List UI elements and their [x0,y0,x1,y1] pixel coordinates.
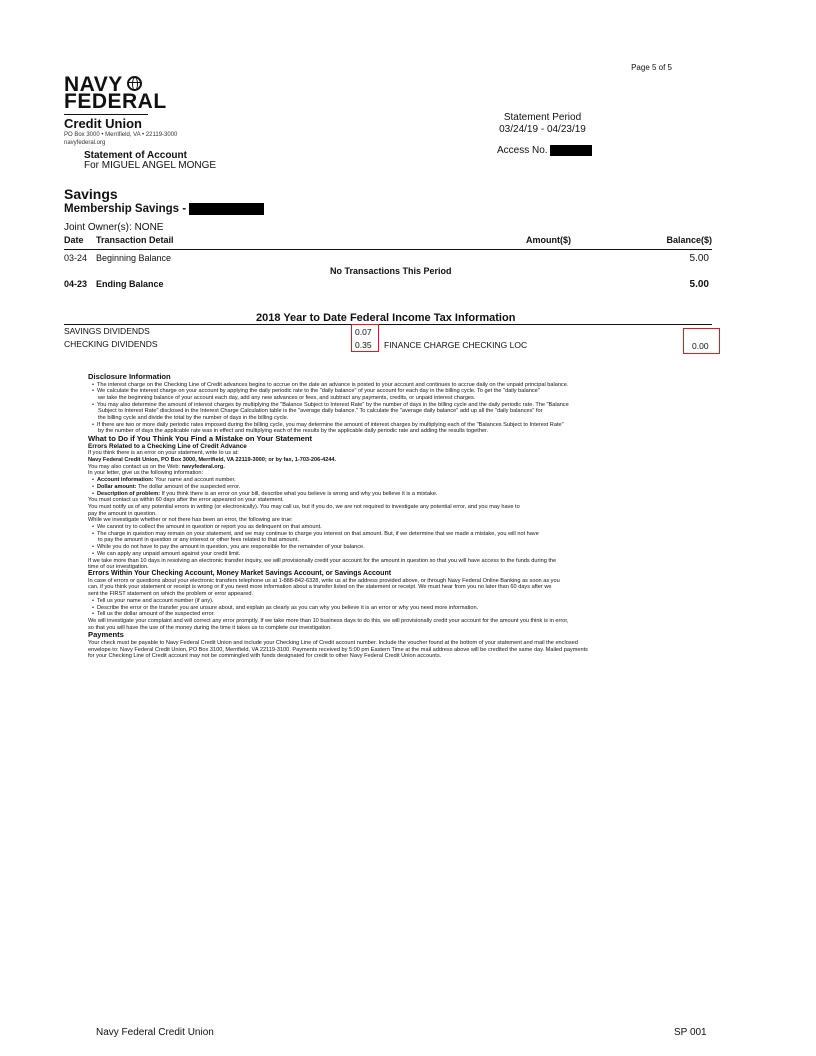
list-item: • We calculate the interest charge on your account by applying the daily periodic rate to the "daily balance" of your account for each day in the billing cycle. To get the "daily balance" [88,388,713,395]
list-item-continued: we take the beginning balance of your account each day, add any new advances or fees, and subtract any payments, credits, or unpaid interest charges. [98,394,476,401]
statement-period-range: 03/24/19 - 04/23/19 [499,124,586,135]
row-detail: Ending Balance [96,279,164,289]
logo-line-federal: FEDERAL [64,90,167,113]
statement-period [490,112,595,136]
statement-of-account-title: Statement of Account [84,150,187,161]
list-item: • Tell us your name and account number (if any). [88,598,713,605]
tax-info-title: 2018 Year to Date Federal Income Tax Information [256,312,516,324]
mistake-subtitle: Errors Related to a Checking Line of Credit Advance [88,442,247,450]
paragraph: envelope to: Navy Federal Credit Union, PO Box 3100, Merrifield, VA 22119-3100. Payments received by 5:00 pm Eastern Time at the mail address above will be credited the same day. Mailed payments [88,646,588,653]
page-indicator: Page 5 of 5 [631,63,672,72]
paragraph: You must contact us within 60 days after the error appeared on your statement. [88,497,284,504]
finance-charge-value: 0.00 [692,341,709,351]
mailing-address: Navy Federal Credit Union, PO Box 3000, Merrifield, VA 22119-3000; or by fax, 1-703-206-4244. [88,457,337,464]
list-item: • The charge in question may remain on your statement, and we may continue to charge you interest on that amount. But, if we determine that we made a mistake, you will not have [88,531,713,538]
list-item: • We cannot try to collect the amount in question or report you as delinquent on that amount. [88,524,713,531]
paragraph: In your letter, give us the following information: [88,470,204,477]
account-title: Membership Savings - [64,203,264,215]
footer-code: SP 001 [674,1027,707,1038]
logo-line-credit-union: Credit Union [64,114,148,131]
finance-charge-label: FINANCE CHARGE CHECKING LOC [384,340,528,350]
account-holder: For MIGUEL ANGEL MONGE [84,160,217,171]
list-item-continued: by the number of days the applicable rate was in effect and multiplying each of the results by the applicable daily periodic rate and adding the results together. [98,428,489,435]
paragraph: You must notify us of any potential errors in writing (or electronically). You may call us, but if you do, we are not required to investigate any potential error, and you may have to [88,503,520,510]
header-detail: Transaction Detail [96,235,174,245]
row-balance: 5.00 [689,253,709,264]
bank-address: PO Box 3000 • Merrifield, VA • 22119-3000 [64,132,178,138]
row-detail: Beginning Balance [96,253,172,263]
access-number [497,145,592,156]
list-item-continued: the billing cycle and divide the total by the number of days in the billing cycle. [98,415,289,422]
bank-website: navyfederal.org [64,140,106,146]
list-item: • We can apply any unpaid amount against your credit limit. [88,551,713,558]
paragraph: We will investigate your complaint and will correct any error promptly. If we take more than 10 business days to do this, we will provisionally credit your account for the amount you think is in error, [88,617,569,624]
paragraph: If we take more than 10 days in resolving an electronic transfer inquiry, we will provisionally credit your account for the amount in question so that you will have access to the funds during the [88,557,557,564]
mistake-title: What to Do if You Think You Find a Mistake on Your Statement [88,434,313,444]
table-header [64,235,712,250]
paragraph: If you think there is an error on your statement, write to us at: [88,450,239,457]
no-transactions: No Transactions This Period [330,266,452,276]
header-date: Date [64,235,84,245]
list-item: • While you do not have to pay the amount in question, you are responsible for the remainder of your balance. [88,544,713,551]
checking-dividends-label: CHECKING DIVIDENDS [64,339,158,349]
list-item: • If there are two or more daily periodic rates imposed during the billing cycle, you may determine the amount of interest charges by multiplying each of the "Balances Subject to Interest Rate" [88,422,713,429]
list-item: • You may also determine the amount of interest charges by multiplying the "Balance Subject to Interest Rate" by the number of days in the billing cycle and the daily periodic rate. The "Balance [88,402,713,409]
logo-line-navy: NAVY [64,76,177,93]
redaction-bar [550,145,592,156]
web-link: navyfederal.org. [181,463,225,470]
joint-owners: Joint Owner(s): NONE [64,222,164,233]
row-balance: 5.00 [689,279,709,290]
paragraph: for your Checking Line of Credit account may not be commingled with funds designated for credit to other Navy Federal Credit Union accounts. [88,653,442,660]
savings-dividends-label: SAVINGS DIVIDENDS [64,326,150,336]
list-item: • Account information: Your name and account number. [88,477,713,484]
access-label: Access No. [497,145,548,157]
list-item: • Describe the error or the transfer you are unsure about, and explain as clearly as you can why you believe it is an error or why you need more information. [88,605,713,612]
paragraph: While we investigate whether or not there has been an error, the following are true: [88,517,293,524]
table-row [64,253,712,265]
paragraph: pay the amount in question. [88,510,157,517]
header-balance: Balance($) [666,235,712,245]
table-row [64,279,712,291]
row-date: 03-24 [64,253,88,263]
list-item: • Tell us the dollar amount of the suspected error. [88,611,713,618]
paragraph: can, if you think your statement or receipt is wrong or if you need more information about a transfer listed on the statement or receipt. We must hear from you no later than 60 days after we [88,584,552,591]
checking-dividends-value: 0.35 [355,340,372,350]
list-item: • Description of problem: If you think there is an error on your bill, describe what you believe is wrong and why you believe it is a mistake. [88,491,713,498]
bank-logo [64,73,178,147]
paragraph: so that you will have the use of the money during the time it takes us to complete our investigation. [88,624,332,631]
statement-period-label: Statement Period [503,112,582,123]
list-item: • Dollar amount: The dollar amount of the suspected error. [88,484,713,491]
redaction-bar [189,203,264,215]
disclosure-title: Disclosure Information [88,372,171,381]
list-item-continued: to pay the amount in question or any interest or other fees related to that amount. [98,537,299,544]
payments-title: Payments [88,630,124,640]
mistake-subtitle: Errors Within Your Checking Account, Money Market Savings Account, or Savings Account [88,569,392,577]
row-date: 04-23 [64,279,88,289]
paragraph: sent the FIRST statement on which the problem or error appeared. [88,591,253,598]
savings-dividends-value: 0.07 [355,327,372,337]
globe-icon [127,76,142,91]
header-amount: Amount($) [526,235,571,245]
tax-info-rule [64,324,712,325]
paragraph: time of our investigation. [88,564,149,571]
footer-bank-name: Navy Federal Credit Union [96,1027,214,1038]
list-item: • The interest charge on the Checking Line of Credit advances begins to accrue on the date an advance is posted to your account and continues to accrue daily on the unpaid principal balance. [88,382,713,389]
list-item-continued: Subject to Interest Rate" disclosed in the Interest Charge Calculation table is the "average daily balance." To calculate the "average daily balance" add up all the "daily balances" for [98,408,543,415]
paragraph: Your check must be payable to Navy Federal Credit Union and include your Checking Line of Credit account number. Include the voucher found at the bottom of your statement and mail the enclosed [88,639,578,646]
section-title: Savings [64,186,118,202]
statement-of-account [84,151,216,171]
paragraph: You may also contact us on the Web: navyfederal.org. [88,463,225,470]
disclosure-text [88,373,713,660]
paragraph: In case of errors or questions about your electronic transfers telephone us at 1-888-842-6328, write us at the address provided above, or through Navy Federal Online Banking as soon as you [88,577,560,584]
